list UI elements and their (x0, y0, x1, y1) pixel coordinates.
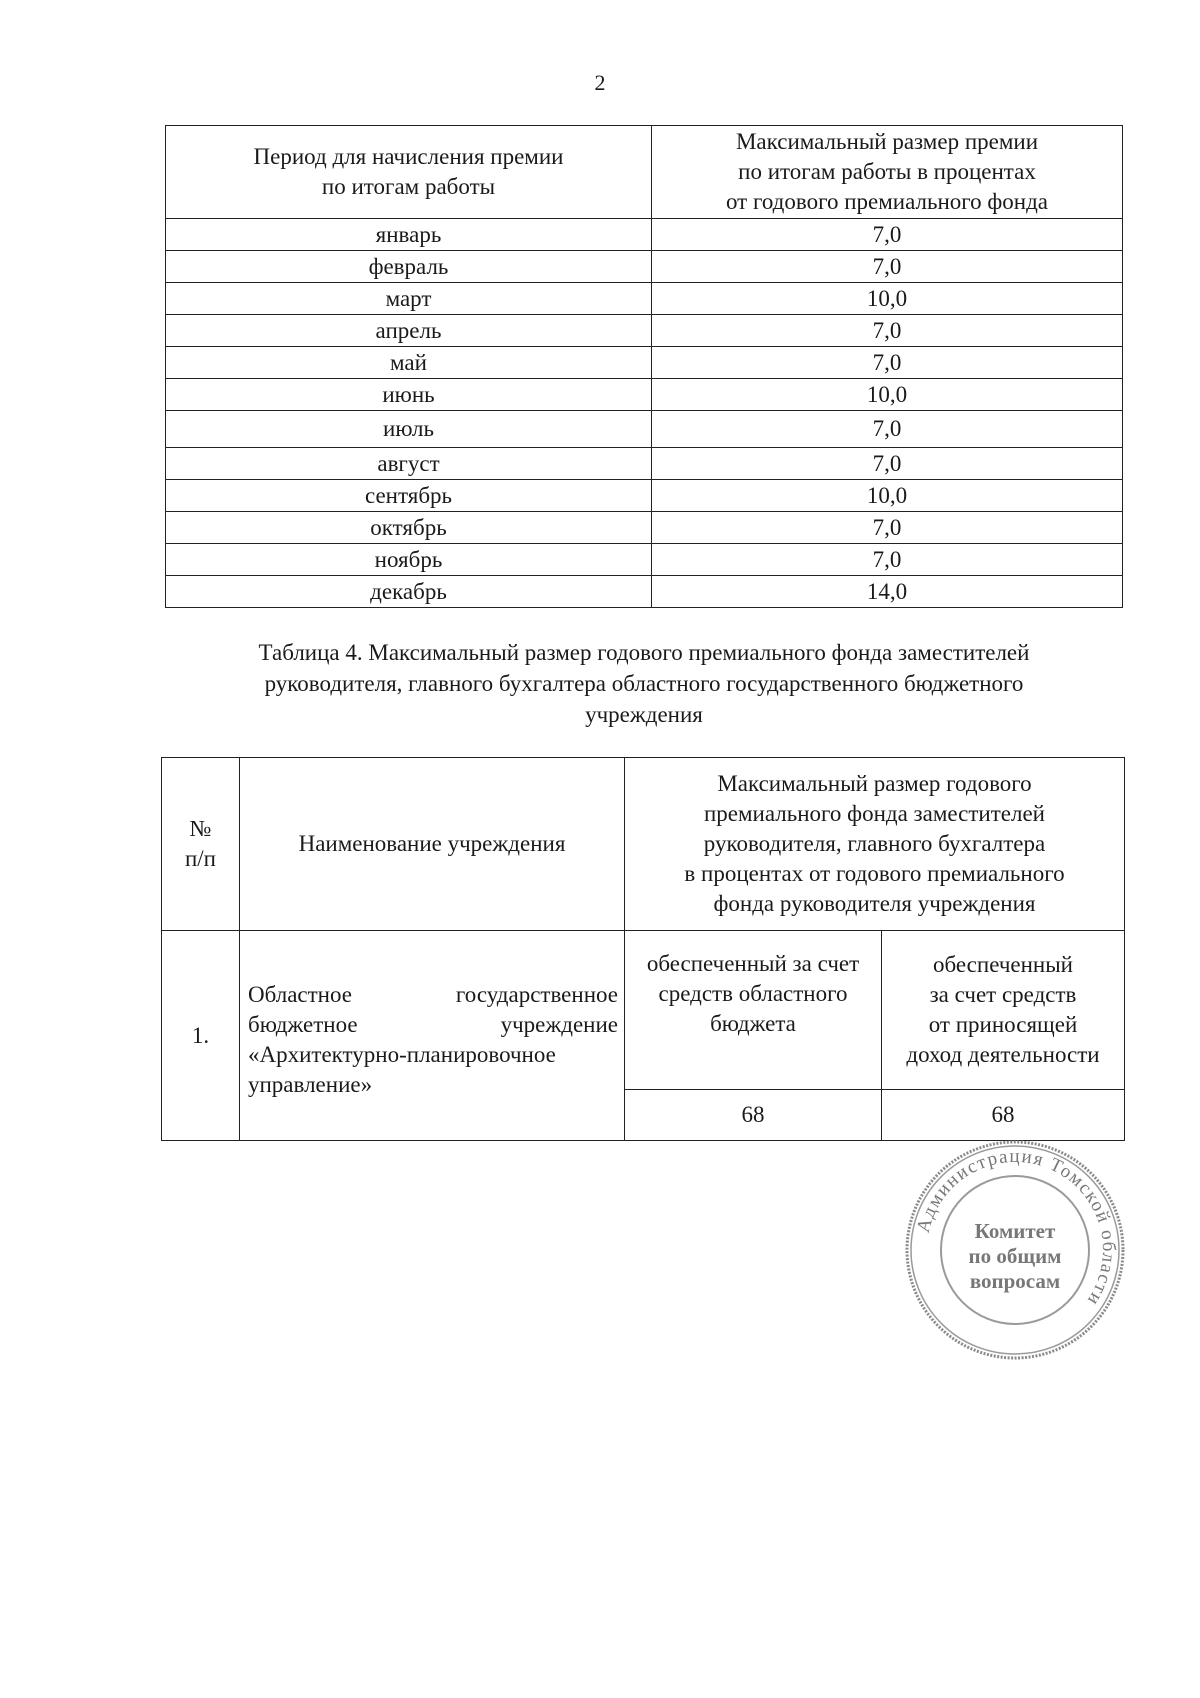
month-cell: март (166, 283, 652, 315)
institution-name-line: управление» (248, 1071, 373, 1097)
number-header-line: № (189, 816, 212, 841)
value-cell: 10,0 (652, 480, 1123, 512)
month-cell: август (166, 448, 652, 480)
max-bonus-header-line: Максимальный размер премии (735, 129, 1039, 154)
stamp-center-line: по общим (968, 1244, 1062, 1268)
institution-name (240, 931, 625, 1141)
max-bonus-header-line: по итогам работы в процентах (738, 159, 1036, 184)
caption-line: Таблица 4. Максимальный размер годового премиального фонда заместителей (258, 640, 1030, 665)
max-fund-header-line: фонда руководителя учреждения (713, 891, 1036, 916)
bonus-period-table (165, 125, 1123, 608)
table-row (166, 283, 1123, 315)
table-row (166, 379, 1123, 411)
table-row (166, 251, 1123, 283)
value-cell: 7,0 (652, 315, 1123, 347)
income-activity-value: 68 (882, 1090, 1125, 1141)
max-fund-header-line: премиального фонда заместителей (703, 801, 1045, 826)
regional-budget-header-line: обеспеченный за счет (646, 951, 860, 976)
income-activity-header-line: доход деятельности (906, 1042, 1100, 1067)
caption-line: руководителя, главного бухгалтера областного государственного бюджетного (264, 671, 1024, 696)
income-activity-header (882, 931, 1125, 1090)
table-header-row (162, 758, 1125, 931)
month-cell: июнь (166, 379, 652, 411)
page-number: 2 (594, 70, 606, 95)
table-header-row (166, 126, 1123, 219)
official-stamp (900, 1135, 1130, 1365)
period-header (166, 126, 652, 219)
table-row (166, 480, 1123, 512)
max-fund-header-line: руководителя, главного бухгалтера (703, 831, 1046, 856)
value-cell: 7,0 (652, 544, 1123, 576)
table-row (166, 411, 1123, 448)
institution-name-line: «Архитектурно-планировочное (248, 1041, 556, 1067)
max-fund-header-line: Максимальный размер годового (717, 771, 1032, 796)
month-cell: октябрь (166, 512, 652, 544)
value-cell: 7,0 (652, 219, 1123, 251)
regional-budget-header (625, 931, 882, 1090)
income-activity-header-line: от приносящей (928, 1012, 1078, 1037)
name-header: Наименование учреждения (240, 758, 625, 931)
table-row (162, 931, 1125, 1090)
stamp-center-line: вопросам (969, 1269, 1061, 1293)
month-cell: июль (166, 411, 652, 448)
table-row (166, 512, 1123, 544)
institution-name-line: Областное государственное (248, 981, 618, 1007)
month-cell: февраль (166, 251, 652, 283)
number-header-line: п/п (184, 846, 216, 871)
max-fund-header (625, 758, 1125, 931)
value-cell: 10,0 (652, 379, 1123, 411)
value-cell: 14,0 (652, 576, 1123, 608)
table-row (166, 347, 1123, 379)
row-number: 1. (162, 931, 240, 1141)
month-cell: январь (166, 219, 652, 251)
number-header (162, 758, 240, 931)
stamp-ring-text: Администрация Томской области (912, 1145, 1120, 1310)
value-cell: 7,0 (652, 251, 1123, 283)
month-cell: май (166, 347, 652, 379)
max-bonus-header-line: от годового премиального фонда (725, 189, 1048, 214)
regional-budget-header-line: средств областного (658, 981, 848, 1006)
table-row (166, 544, 1123, 576)
institution-name-line: бюджетное учреждение (248, 1011, 618, 1037)
table4-caption (165, 637, 1123, 730)
period-header-line: по итогам работы (321, 174, 496, 199)
value-cell: 7,0 (652, 512, 1123, 544)
period-header-line: Период для начисления премии (253, 144, 564, 169)
month-cell: сентябрь (166, 480, 652, 512)
table-row (166, 315, 1123, 347)
max-bonus-header (652, 126, 1123, 219)
month-cell: апрель (166, 315, 652, 347)
regional-budget-header-line: бюджета (710, 1011, 796, 1036)
month-cell: декабрь (166, 576, 652, 608)
stamp-center-line: Комитет (974, 1219, 1056, 1243)
value-cell: 7,0 (652, 411, 1123, 448)
table-row (166, 448, 1123, 480)
regional-budget-value: 68 (625, 1090, 882, 1141)
month-cell: ноябрь (166, 544, 652, 576)
caption-line: учреждения (585, 702, 703, 727)
value-cell: 7,0 (652, 448, 1123, 480)
table-row (166, 219, 1123, 251)
income-activity-header-line: обеспеченный (933, 952, 1073, 977)
value-cell: 7,0 (652, 347, 1123, 379)
deputy-bonus-fund-table (161, 757, 1125, 1141)
table-row (166, 576, 1123, 608)
value-cell: 10,0 (652, 283, 1123, 315)
max-fund-header-line: в процентах от годового премиального (684, 861, 1065, 886)
income-activity-header-line: за счет средств (929, 982, 1077, 1007)
